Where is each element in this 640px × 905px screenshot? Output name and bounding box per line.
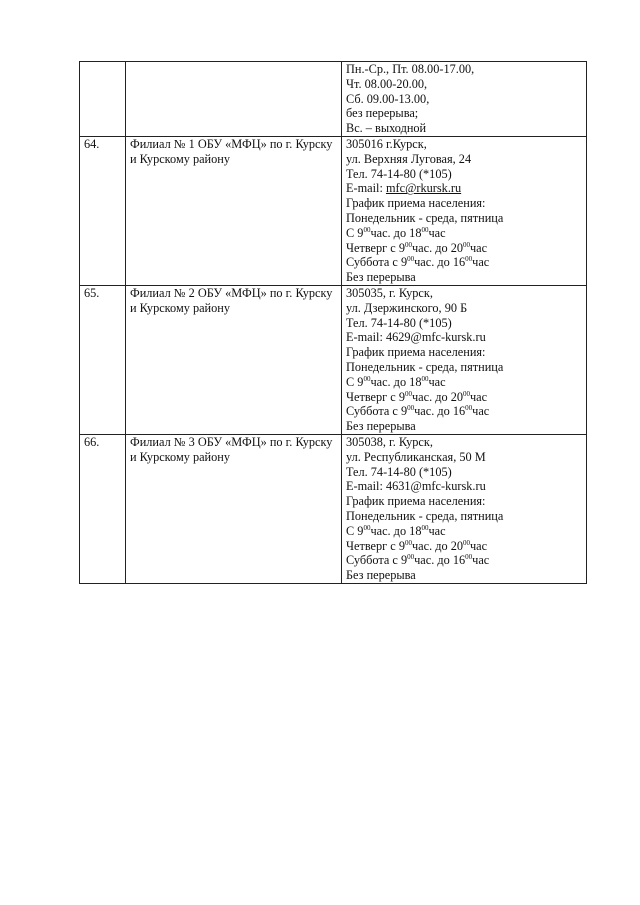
schedule-title: График приема населения: <box>346 345 486 360</box>
schedule-saturday-hours <box>346 404 582 419</box>
postal-address: 305016 г.Курск, <box>346 137 427 151</box>
hours-text: час <box>470 240 488 255</box>
hours-text: час <box>472 553 490 568</box>
postal-address: 305035, г. Курск, <box>346 285 433 300</box>
branch-name: Филиал № 3 ОБУ «МФЦ» по г. Курску и Курскому району <box>126 434 342 583</box>
table-row <box>80 62 587 137</box>
hours-text: час. до 20 <box>411 389 463 404</box>
hours-text: Четверг с 9 <box>346 538 405 553</box>
hours-text: час <box>428 225 446 240</box>
schedule-weekday-hours <box>346 524 582 539</box>
hours-text: час <box>470 389 488 404</box>
row-number: 64. <box>80 137 126 286</box>
minutes-sup: 00 <box>465 255 473 264</box>
minutes-sup: 00 <box>404 240 412 249</box>
minutes-sup: 00 <box>363 523 371 532</box>
minutes-sup: 00 <box>404 538 412 547</box>
hours-text: час. до 16 <box>414 404 466 419</box>
hours-text: Суббота с 9 <box>346 255 408 270</box>
minutes-sup: 00 <box>421 225 429 234</box>
hours-text: час. до 18 <box>370 523 422 538</box>
minutes-sup: 00 <box>407 553 415 562</box>
minutes-sup: 00 <box>421 523 429 532</box>
hours-line: Вс. – выходной <box>346 121 427 136</box>
minutes-sup: 00 <box>463 538 470 547</box>
minutes-sup: 00 <box>363 374 371 383</box>
email-line <box>346 181 582 196</box>
schedule-weekday-hours <box>346 226 582 241</box>
no-break-note: Без перерыва <box>346 270 416 285</box>
hours-text: час <box>470 538 488 553</box>
email-label: E-mail: <box>346 479 386 494</box>
branch-contacts <box>342 137 587 286</box>
phone-number: Тел. 74-14-80 (*105) <box>346 464 452 479</box>
branch-name-cell <box>126 62 342 137</box>
phone-number: Тел. 74-14-80 (*105) <box>346 315 452 330</box>
minutes-sup: 00 <box>421 374 429 383</box>
hours-text: час <box>472 404 490 419</box>
branch-contacts <box>342 285 587 434</box>
hours-text: час. до 20 <box>411 240 463 255</box>
email-link[interactable]: 4629@mfc-kursk.ru <box>385 330 486 345</box>
hours-text: С 9 <box>346 225 364 240</box>
email-label: E-mail: <box>346 181 386 196</box>
hours-text: час <box>472 255 490 270</box>
schedule-thursday-hours <box>346 241 582 256</box>
hours-text: час. до 20 <box>411 538 463 553</box>
no-break-note: Без перерыва <box>346 419 416 434</box>
schedule-days: Понедельник - среда, пятница <box>346 508 504 523</box>
hours-line: Сб. 09.00-13.00, <box>346 91 430 106</box>
minutes-sup: 00 <box>465 404 473 413</box>
hours-line: Пн.-Ср., Пт. 08.00-17.00, <box>346 62 475 76</box>
email-link[interactable]: mfc@rkursk.ru <box>385 181 462 196</box>
hours-text: Четверг с 9 <box>346 389 405 404</box>
schedule-thursday-hours <box>346 390 582 405</box>
hours-text: час <box>428 523 446 538</box>
email-link[interactable]: 4631@mfc-kursk.ru <box>385 479 486 494</box>
row-number-cell <box>80 62 126 137</box>
branch-name: Филиал № 1 ОБУ «МФЦ» по г. Курску и Курскому району <box>126 137 342 286</box>
schedule-title: График приема населения: <box>346 196 486 211</box>
schedule-thursday-hours <box>346 539 582 554</box>
street-address: ул. Республиканская, 50 М <box>346 449 486 464</box>
minutes-sup: 00 <box>407 255 415 264</box>
table-row <box>80 434 587 583</box>
schedule-saturday-hours <box>346 255 582 270</box>
street-address: ул. Дзержинского, 90 Б <box>346 300 468 315</box>
street-address: ул. Верхняя Луговая, 24 <box>346 151 472 166</box>
hours-text: Четверг с 9 <box>346 240 405 255</box>
schedule-days: Понедельник - среда, пятница <box>346 210 504 225</box>
minutes-sup: 00 <box>463 240 470 249</box>
table-row <box>80 137 587 286</box>
table-row <box>80 285 587 434</box>
hours-text: час. до 16 <box>414 255 466 270</box>
minutes-sup: 00 <box>463 389 470 398</box>
hours-text: Суббота с 9 <box>346 404 408 419</box>
hours-line: Чт. 08.00-20.00, <box>346 76 428 91</box>
schedule-title: График приема населения: <box>346 494 486 509</box>
hours-text: час. до 16 <box>414 553 466 568</box>
minutes-sup: 00 <box>363 225 371 234</box>
schedule-weekday-hours <box>346 375 582 390</box>
schedule-saturday-hours <box>346 553 582 568</box>
hours-cell <box>342 62 587 137</box>
email-label: E-mail: <box>346 330 386 345</box>
hours-text: Суббота с 9 <box>346 553 408 568</box>
branches-table <box>79 61 587 584</box>
minutes-sup: 00 <box>407 404 415 413</box>
minutes-sup: 00 <box>404 389 412 398</box>
hours-text: час. до 18 <box>370 225 422 240</box>
no-break-note: Без перерыва <box>346 568 416 583</box>
branch-name: Филиал № 2 ОБУ «МФЦ» по г. Курску и Курскому району <box>126 285 342 434</box>
branch-contacts <box>342 434 587 583</box>
row-number: 65. <box>80 285 126 434</box>
hours-text: час. до 18 <box>370 374 422 389</box>
row-number: 66. <box>80 434 126 583</box>
minutes-sup: 00 <box>465 553 473 562</box>
hours-text: С 9 <box>346 374 364 389</box>
hours-line: без перерыва; <box>346 106 419 121</box>
email-line <box>346 479 582 494</box>
hours-text: С 9 <box>346 523 364 538</box>
hours-text: час <box>428 374 446 389</box>
schedule-days: Понедельник - среда, пятница <box>346 359 504 374</box>
postal-address: 305038, г. Курск, <box>346 434 433 449</box>
phone-number: Тел. 74-14-80 (*105) <box>346 166 452 181</box>
email-line <box>346 330 582 345</box>
